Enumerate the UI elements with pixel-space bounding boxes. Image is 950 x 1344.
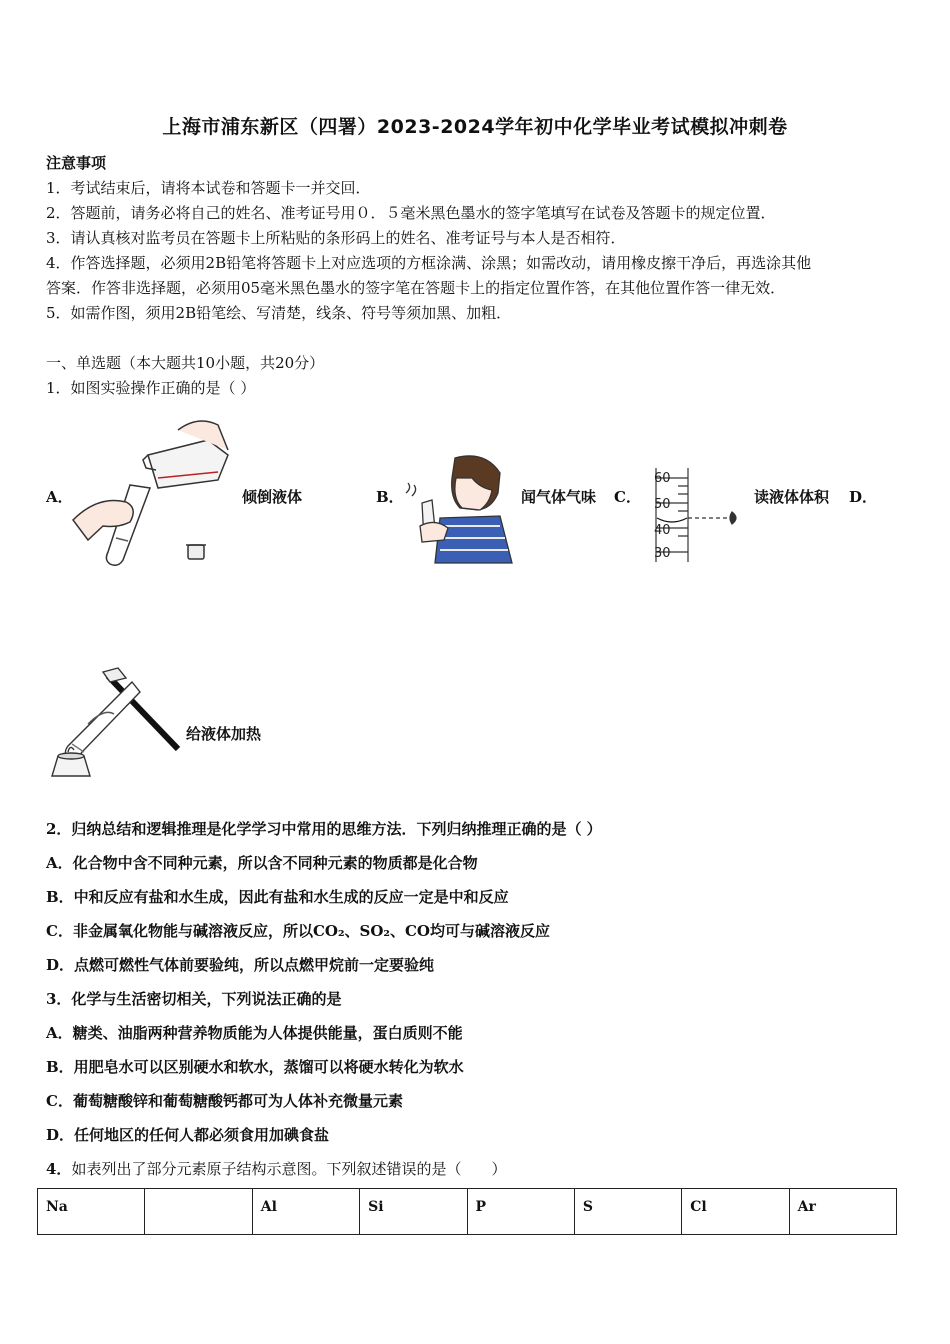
question-3-option: D．任何地区的任何人都必须食用加碘食盐 — [46, 1126, 330, 1144]
element-cell: Al — [252, 1189, 359, 1235]
option-c-letter: C． — [614, 488, 641, 506]
cylinder-tick-label: 30 — [654, 546, 671, 561]
table-row — [38, 1189, 897, 1235]
question-4-stem — [46, 1158, 506, 1179]
question-2-option: A．化合物中含不同种元素，所以含不同种元素的物质都是化合物 — [46, 854, 478, 872]
element-table — [37, 1188, 897, 1235]
question-4-text: 如表列出了部分元素原子结构示意图。下列叙述错误的是（ ） — [71, 1160, 507, 1178]
element-cell: Cl — [682, 1189, 789, 1235]
graduated-cylinder-figure — [648, 466, 748, 564]
element-cell: Si — [360, 1189, 467, 1235]
question-2-option: B．中和反应有盐和水生成，因此有盐和水生成的反应一定是中和反应 — [46, 888, 509, 906]
question-3-option: C．葡萄糖酸锌和葡萄糖酸钙都可为人体补充微量元素 — [46, 1092, 403, 1110]
notice-item: 2．答题前，请务必将自己的姓名、准考证号用０．５毫米黑色墨水的签字笔填写在试卷及答题卡的规定位置． — [46, 204, 776, 222]
notice-item: 3．请认真核对监考员在答题卡上所粘贴的条形码上的姓名、准考证号与本人是否相符． — [46, 229, 626, 247]
cylinder-tick-label: 40 — [654, 523, 671, 538]
question-2-option: C．非金属氧化物能与碱溶液反应，所以CO₂、SO₂、CO均可与碱溶液反应 — [46, 922, 550, 940]
section-heading: 一、单选题（本大题共10小题，共20分） — [46, 354, 325, 372]
notice-item: 答案．作答非选择题，必须用05毫米黑色墨水的签字笔在答题卡上的指定位置作答，在其他位置作答一律无效． — [46, 279, 786, 297]
question-3-option: A．糖类、油脂两种营养物质能为人体提供能量，蛋白质则不能 — [46, 1024, 463, 1042]
question-2-stem: 2．归纳总结和逻辑推理是化学学习中常用的思维方法．下列归纳推理正确的是（ ） — [46, 820, 602, 838]
question-3-option: B．用肥皂水可以区别硬水和软水，蒸馏可以将硬水转化为软水 — [46, 1058, 464, 1076]
pouring-liquid-figure — [68, 410, 243, 570]
notice-heading: 注意事项 — [46, 154, 107, 172]
question-2-option: D．点燃可燃性气体前要验纯，所以点燃甲烷前一定要验纯 — [46, 956, 435, 974]
element-cell: Na — [38, 1189, 145, 1235]
page-title: 上海市浦东新区（四署）2023-2024学年初中化学毕业考试模拟冲刺卷 — [162, 116, 788, 138]
question-1-stem: 1．如图实验操作正确的是（ ） — [46, 379, 256, 397]
notice-item: 1．考试结束后，请将本试卷和答题卡一并交回． — [46, 179, 371, 197]
option-c-text: 读液体体积 — [754, 488, 830, 506]
option-b-text: 闻气体气味 — [521, 488, 597, 506]
heating-liquid-figure — [48, 664, 183, 782]
question-4-number: 4． — [46, 1160, 72, 1178]
element-cell: S — [574, 1189, 681, 1235]
element-cell: P — [467, 1189, 574, 1235]
option-a-text: 倾倒液体 — [242, 488, 303, 506]
element-cell: Ar — [789, 1189, 896, 1235]
notice-item: 5．如需作图，须用2B铅笔绘、写清楚，线条、符号等须加黑、加粗． — [46, 304, 512, 322]
option-b-letter: B． — [376, 488, 404, 506]
question-3-stem: 3．化学与生活密切相关，下列说法正确的是 — [46, 990, 342, 1008]
cylinder-tick-label: 50 — [654, 497, 671, 512]
option-a-letter: A． — [46, 488, 73, 506]
option-d-letter: D． — [849, 488, 878, 506]
smelling-gas-figure — [400, 448, 515, 566]
element-cell — [145, 1189, 252, 1235]
option-d-text: 给液体加热 — [186, 725, 262, 743]
cylinder-tick-label: 60 — [654, 471, 671, 486]
notice-item: 4．作答选择题，必须用2B铅笔将答题卡上对应选项的方框涂满、涂黑；如需改动，请用橡皮擦干净后，再选涂其他 — [46, 254, 812, 272]
